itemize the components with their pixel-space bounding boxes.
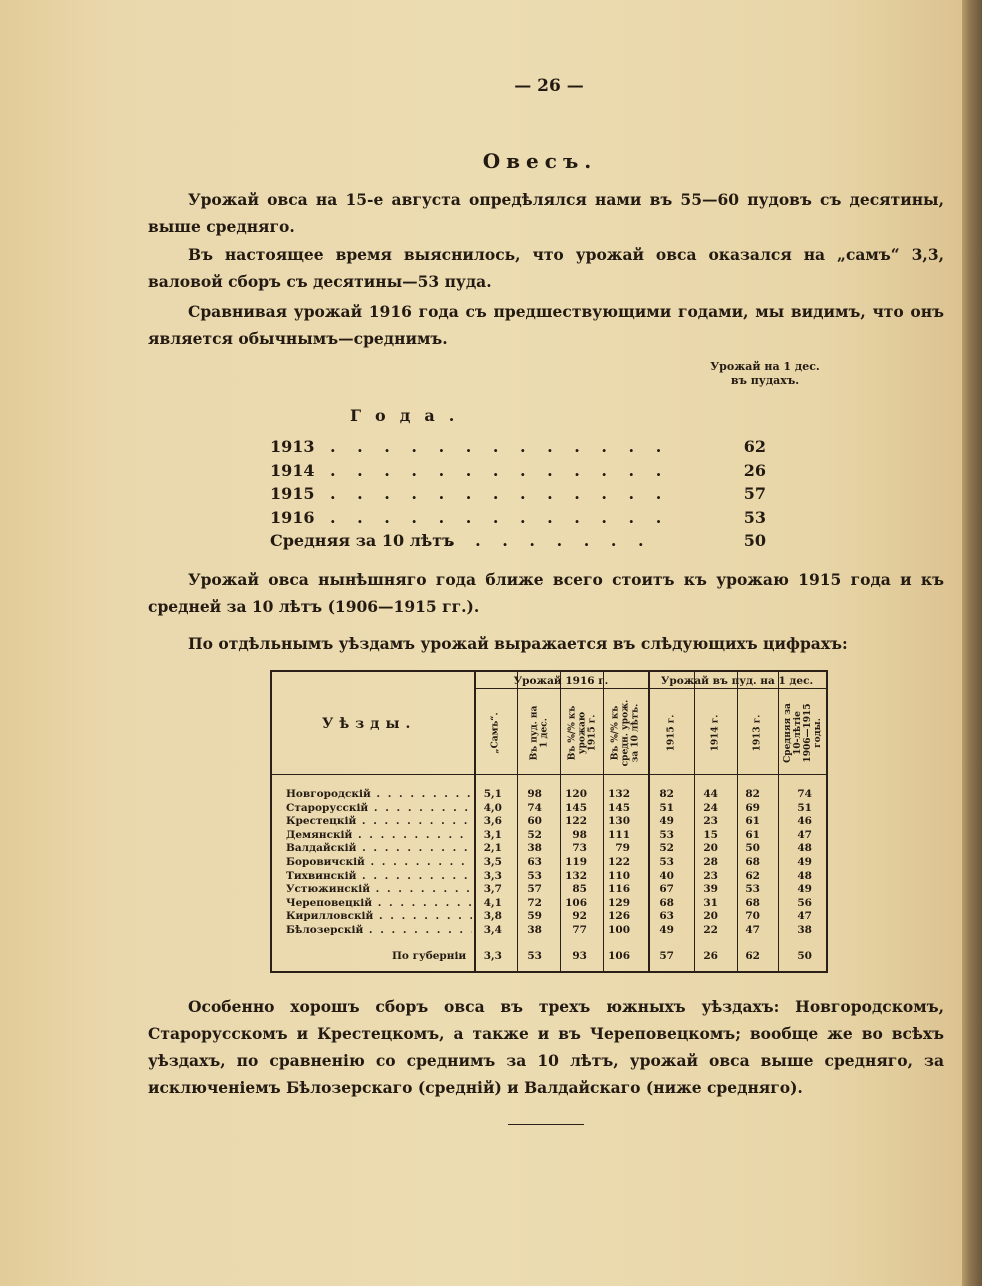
- col-header-avg: Средняя за 10-лѣтіе 1906—1915 годы.: [783, 703, 823, 763]
- table-cell: 53: [659, 828, 674, 841]
- table-cell: 129: [608, 896, 630, 909]
- leader-dots: [330, 484, 662, 503]
- table-cell: 50: [745, 842, 760, 855]
- table-cell: 3,3: [483, 950, 502, 962]
- table-cell: 63: [527, 856, 542, 868]
- table-cell: 49: [659, 924, 674, 936]
- table-cell: 145: [608, 801, 630, 814]
- paragraph-1: Урожай овса на 15-е августа опредѣлялся нами въ 55—60 пудовъ съ десятины, выше средняго.: [148, 190, 944, 236]
- table-cell: 3,8: [483, 910, 502, 923]
- table-cell: 100: [608, 924, 630, 936]
- year-value: 53: [743, 508, 766, 527]
- table-cell: 46: [797, 815, 812, 828]
- table-row: [272, 870, 826, 883]
- table-cell: 47: [745, 924, 760, 936]
- year-value: 57: [743, 484, 766, 503]
- table-cell: 72: [527, 896, 542, 909]
- district-name: Кирилловскій . . .: [286, 910, 472, 923]
- table-cell: 50: [797, 950, 812, 962]
- district-name: Демянскій . . .: [286, 829, 472, 842]
- paragraph-6: Особенно хорошъ сборъ овса въ трехъ южныхъ уѣздахъ: Новгородскомъ, Старорусскомъ и Крестецкомъ, а также и въ Череповецкомъ; вообще же во всѣхъ уѣздахъ, по сравненію со среднимъ за 10 лѣтъ, урожай овса выше средняго, за исключеніемъ Бѣлозерскаго (средній) и Валдайскаго (ниже средняго).: [148, 997, 944, 1097]
- paragraph-5: По отдѣльнымъ уѣздамъ урожай выражается въ слѣдующихъ цифрахъ:: [188, 634, 848, 653]
- table-cell: 119: [565, 856, 587, 868]
- paragraph-4: Урожай овса нынѣшняго года ближе всего стоитъ къ урожаю 1915 года и къ средней за 10 лѣтъ (1906—1915 гг.).: [148, 570, 944, 616]
- district-name: Старорусскій . . .: [286, 802, 472, 815]
- district-name: Крестецкій . . .: [286, 815, 472, 828]
- page-number: — 26 —: [514, 76, 584, 96]
- table-cell: 130: [608, 815, 630, 828]
- table-cell: 132: [608, 788, 630, 800]
- table-cell: 49: [797, 856, 812, 868]
- table-cell: 59: [527, 910, 542, 923]
- table-row: [272, 815, 826, 828]
- table-cell: 85: [572, 883, 587, 896]
- table-row: [272, 924, 826, 937]
- table-cell: 20: [703, 910, 718, 923]
- districts-header: Уѣзды.: [322, 716, 417, 732]
- col-header-pud: Въ пуд. на 1 дес.: [529, 705, 549, 761]
- year-row: [270, 508, 790, 532]
- yield-column-header: [690, 360, 840, 388]
- table-cell: 67: [659, 883, 674, 896]
- table-cell: 69: [745, 801, 760, 814]
- table-cell: 47: [797, 828, 812, 841]
- table-cell: 106: [608, 950, 630, 962]
- table-cell: 47: [797, 910, 812, 923]
- col-header-pct-1915: Въ %/% къ урожаю 1915 г.: [567, 705, 598, 761]
- table-cell: 53: [659, 856, 674, 868]
- table-cell: 31: [703, 896, 718, 909]
- table-cell: 24: [703, 801, 718, 814]
- district-name: По губерніи: [392, 950, 467, 962]
- year-label: 1914: [270, 461, 315, 480]
- table-cell: 106: [565, 896, 587, 909]
- col-header-1915: 1915 г.: [666, 714, 676, 752]
- table-row: [272, 829, 826, 842]
- table-cell: 92: [572, 910, 587, 923]
- col-header-1914: 1914 г.: [710, 714, 720, 752]
- table-cell: 51: [797, 801, 812, 814]
- table-cell: 2,1: [483, 842, 502, 855]
- table-cell: 28: [703, 856, 718, 868]
- table-cell: 74: [527, 801, 542, 814]
- table-cell: 5,1: [483, 788, 502, 800]
- col-header-1913: 1913 г.: [752, 714, 762, 752]
- table-cell: 3,7: [483, 883, 502, 896]
- table-cell: 49: [659, 815, 674, 828]
- year-label: 1913: [270, 437, 315, 456]
- closing-rule: [508, 1124, 584, 1125]
- table-cell: 93: [572, 950, 587, 962]
- table-row: [272, 802, 826, 815]
- table-cell: 44: [703, 788, 718, 800]
- table-rule: [272, 774, 826, 775]
- year-row: [270, 484, 790, 508]
- leader-dots: [448, 531, 662, 550]
- table-row: [272, 842, 826, 855]
- table-cell: 79: [615, 842, 630, 855]
- table-cell: 48: [797, 869, 812, 882]
- table-cell: 68: [745, 896, 760, 909]
- table-cell: 3,4: [483, 924, 502, 936]
- table-cell: 49: [797, 883, 812, 896]
- yield-header-line1: Урожай на 1 дес.: [710, 360, 820, 373]
- year-row: [270, 461, 790, 485]
- table-cell: 38: [527, 842, 542, 855]
- district-name: Бѣлозерскій . . .: [286, 924, 472, 937]
- table-cell: 68: [745, 856, 760, 868]
- table-rule: [474, 688, 826, 689]
- table-cell: 56: [797, 896, 812, 909]
- table-cell: 38: [527, 924, 542, 936]
- leader-dots: [330, 461, 662, 480]
- district-name: Череповецкій . . .: [286, 897, 472, 910]
- years-header: Года.: [350, 406, 469, 425]
- year-value: 62: [743, 437, 766, 456]
- table-cell: 57: [527, 883, 542, 896]
- district-name: Новгородскій . . .: [286, 788, 472, 801]
- table-cell: 68: [659, 896, 674, 909]
- table-cell: 3,1: [483, 828, 502, 841]
- table-total-row: [272, 950, 826, 963]
- table-cell: 77: [572, 924, 587, 936]
- table-cell: 26: [703, 950, 718, 962]
- table-cell: 110: [608, 869, 630, 882]
- table-cell: 53: [745, 883, 760, 896]
- table-cell: 61: [745, 828, 760, 841]
- table-cell: 15: [703, 828, 718, 841]
- table-cell: 63: [659, 910, 674, 923]
- year-label: 1916: [270, 508, 315, 527]
- table-cell: 132: [565, 869, 587, 882]
- table-cell: 51: [659, 801, 674, 814]
- table-cell: 4,0: [483, 801, 502, 814]
- table-cell: 82: [745, 788, 760, 800]
- paragraph-2: Въ настоящее время выяснилось, что урожай овса оказался на „самъ“ 3,3, валовой сборъ съ десятины—53 пуда.: [148, 245, 944, 291]
- table-row: [272, 788, 826, 801]
- table-cell: 52: [527, 828, 542, 841]
- average-label: Средняя за 10 лѣтъ: [270, 531, 455, 550]
- table-cell: 145: [565, 801, 587, 814]
- yield-header-line2: въ пудахъ.: [730, 374, 800, 387]
- table-cell: 74: [797, 788, 812, 800]
- section-title: Овесъ.: [482, 149, 598, 173]
- average-row: [270, 531, 790, 555]
- year-label: 1915: [270, 484, 315, 503]
- table-cell: 52: [659, 842, 674, 855]
- table-cell: 126: [608, 910, 630, 923]
- table-cell: 111: [608, 828, 630, 841]
- col-header-pct-avg: Въ %/% къ средн. урож. за 10 лѣтъ.: [610, 699, 641, 767]
- group-header-previous: Урожай въ пуд. на 1 дес.: [660, 675, 814, 687]
- table-cell: 122: [608, 856, 630, 868]
- table-cell: 98: [527, 788, 542, 800]
- table-cell: 39: [703, 883, 718, 896]
- average-value: 50: [743, 531, 766, 550]
- leader-dots: [330, 437, 662, 456]
- table-cell: 53: [527, 950, 542, 962]
- table-cell: 3,6: [483, 815, 502, 828]
- table-row: [272, 897, 826, 910]
- col-header-sam: „Самъ“.: [491, 712, 502, 754]
- table-cell: 38: [797, 924, 812, 936]
- district-name: Валдайскій . . .: [286, 842, 472, 855]
- table-cell: 3,3: [483, 869, 502, 882]
- table-cell: 116: [608, 883, 630, 896]
- table-cell: 60: [527, 815, 542, 828]
- page-edge-shadow: [962, 0, 982, 1286]
- table-cell: 62: [745, 950, 760, 962]
- table-cell: 4,1: [483, 896, 502, 909]
- table-cell: 61: [745, 815, 760, 828]
- table-cell: 122: [565, 815, 587, 828]
- table-cell: 82: [659, 788, 674, 800]
- table-cell: 57: [659, 950, 674, 962]
- table-cell: 48: [797, 842, 812, 855]
- table-row: [272, 883, 826, 896]
- table-cell: 3,5: [483, 856, 502, 868]
- group-header-1916: Урожай 1916 г.: [513, 675, 609, 687]
- table-cell: 22: [703, 924, 718, 936]
- district-name: Тихвинскій . . .: [286, 870, 472, 883]
- district-table: [270, 670, 828, 973]
- table-cell: 20: [703, 842, 718, 855]
- table-cell: 70: [745, 910, 760, 923]
- table-cell: 73: [572, 842, 587, 855]
- table-cell: 23: [703, 869, 718, 882]
- table-row: [272, 856, 826, 869]
- table-cell: 23: [703, 815, 718, 828]
- table-cell: 40: [659, 869, 674, 882]
- district-name: Устюжинскій . . .: [286, 883, 472, 896]
- year-value: 26: [743, 461, 766, 480]
- year-row: [270, 437, 790, 461]
- table-cell: 98: [572, 828, 587, 841]
- paragraph-3: Сравнивая урожай 1916 года съ предшествующими годами, мы видимъ, что онъ является обычнымъ—среднимъ.: [148, 302, 944, 348]
- table-cell: 62: [745, 869, 760, 882]
- table-cell: 120: [565, 788, 587, 800]
- table-cell: 53: [527, 869, 542, 882]
- district-name: Боровичскій . . .: [286, 856, 472, 869]
- leader-dots: [330, 508, 662, 527]
- table-row: [272, 910, 826, 923]
